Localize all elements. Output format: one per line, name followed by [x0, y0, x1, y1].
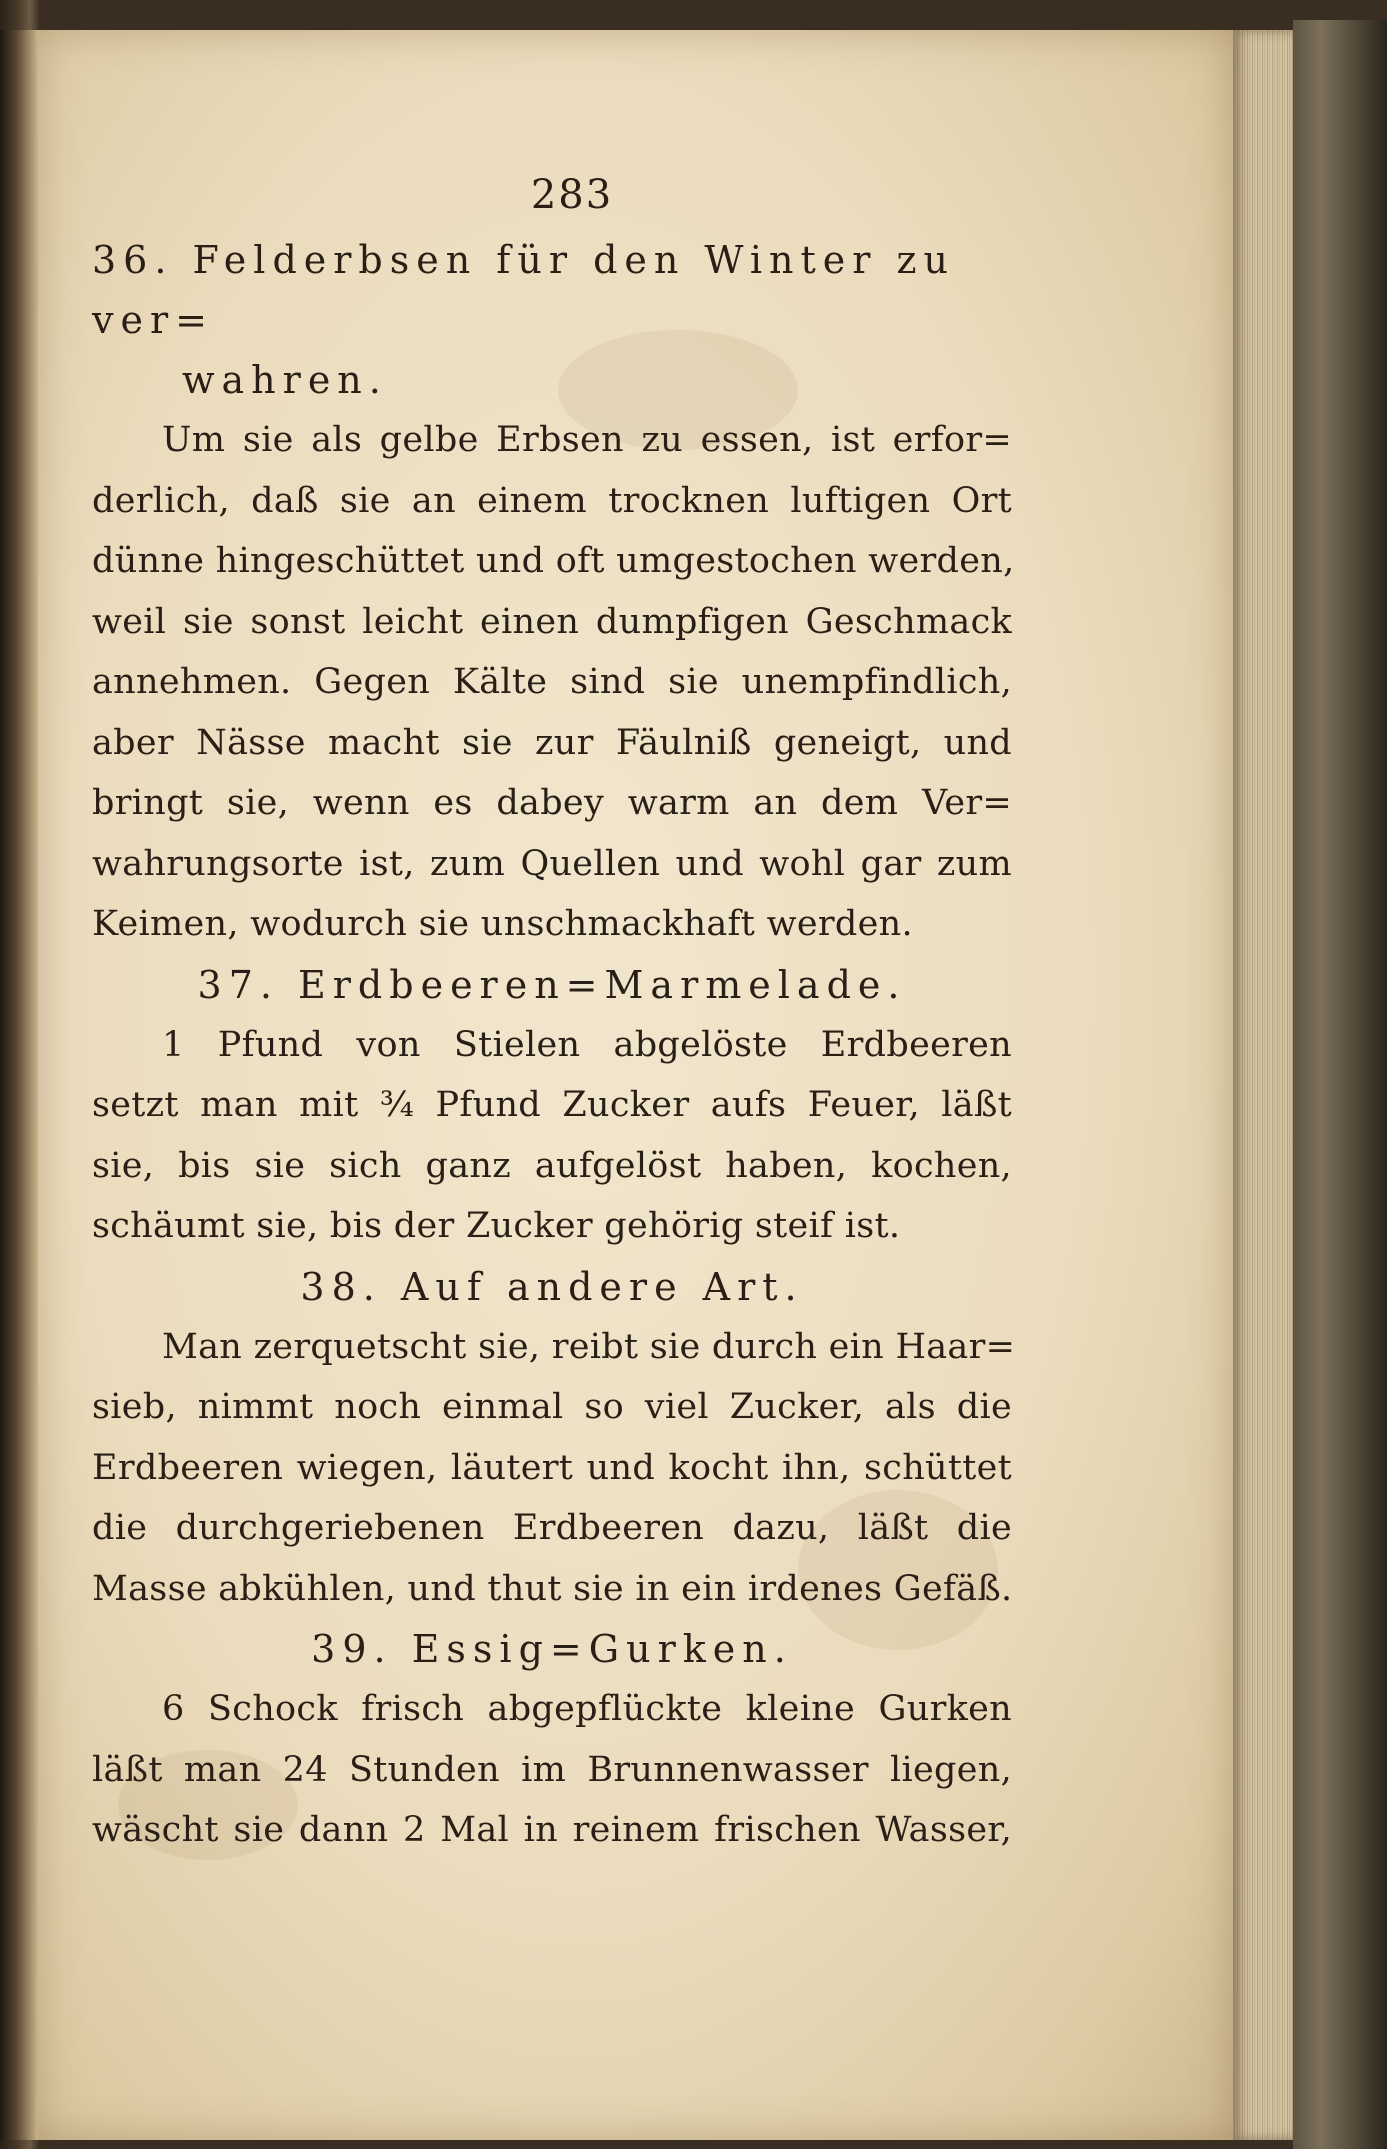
section-heading: 39. Essig=Gurken.: [311, 1627, 793, 1671]
text-line: derlich, daß sie an einem trocknen luftigen Ort: [92, 480, 1012, 521]
section-heading-continued: wahren.: [182, 358, 388, 402]
section-heading: 37. Erdbeeren=Marmelade.: [197, 962, 907, 1007]
text-line: annehmen. Gegen Kälte sind sie unempfindlich,: [92, 662, 1012, 702]
text-line: dünne hingeschüttet und oft umgestochen werden,: [92, 541, 1015, 581]
text-line: Man zerquetscht sie, reibt sie durch ein Haar=: [162, 1326, 1016, 1367]
book-gutter: [0, 30, 38, 2140]
text-line: läßt man 24 Stunden im Brunnenwasser liegen,: [92, 1749, 1012, 1790]
section-paragraph: [92, 1679, 1012, 1861]
text-line: sie, bis sie sich ganz aufgelöst haben, kochen,: [92, 1145, 1012, 1186]
text-line: setzt man mit ¾ Pfund Zucker aufs Feuer, läßt: [92, 1085, 1012, 1125]
text-line: Keimen, wodurch sie unschmackhaft werden.: [92, 904, 913, 944]
section-39: [92, 1619, 1012, 1861]
text-line: bringt sie, wenn es dabey warm an dem Ver=: [92, 783, 1012, 823]
text-line: sieb, nimmt noch einmal so viel Zucker, als die: [92, 1387, 1012, 1427]
text-line: wäscht sie dann 2 Mal in reinem frischen Wasser,: [92, 1810, 1012, 1850]
page-edges: [1233, 30, 1293, 2140]
text-line: die durchgeriebenen Erdbeeren dazu, läßt die: [92, 1508, 1012, 1548]
text-line: aber Nässe macht sie zur Fäulniß geneigt, und: [92, 722, 1012, 763]
page-number: 283: [530, 172, 614, 218]
section-paragraph: [92, 1015, 1012, 1257]
text-line: 1 Pfund von Stielen abgelöste Erdbeeren: [162, 1024, 1012, 1065]
page-text: [92, 160, 1016, 1861]
text-line: wahrungsorte ist, zum Quellen und wohl gar zum: [92, 843, 1012, 884]
book-cover: [1293, 20, 1387, 2149]
section-37: [92, 955, 1012, 1257]
section-38: [92, 1257, 1016, 1620]
text-line: 6 Schock frisch abgepflückte kleine Gurken: [162, 1689, 1012, 1729]
section-paragraph: [92, 410, 1015, 955]
text-line: Um sie als gelbe Erbsen zu essen, ist erfor=: [162, 420, 1012, 460]
section-heading: 36. Felderbsen für den Winter zu ver=: [92, 238, 955, 342]
text-line: weil sie sonst leicht einen dumpfigen Geschmack: [92, 601, 1012, 642]
section-paragraph: [92, 1317, 1016, 1620]
text-line: Masse abkühlen, und thut sie in ein irdenes Gefäß.: [92, 1568, 1013, 1609]
section-heading: 38. Auf andere Art.: [300, 1264, 804, 1309]
text-line: schäumt sie, bis der Zucker gehörig steif ist.: [92, 1206, 901, 1246]
text-line: Erdbeeren wiegen, läutert und kocht ihn, schüttet: [92, 1447, 1012, 1488]
section-36: [92, 230, 1015, 955]
